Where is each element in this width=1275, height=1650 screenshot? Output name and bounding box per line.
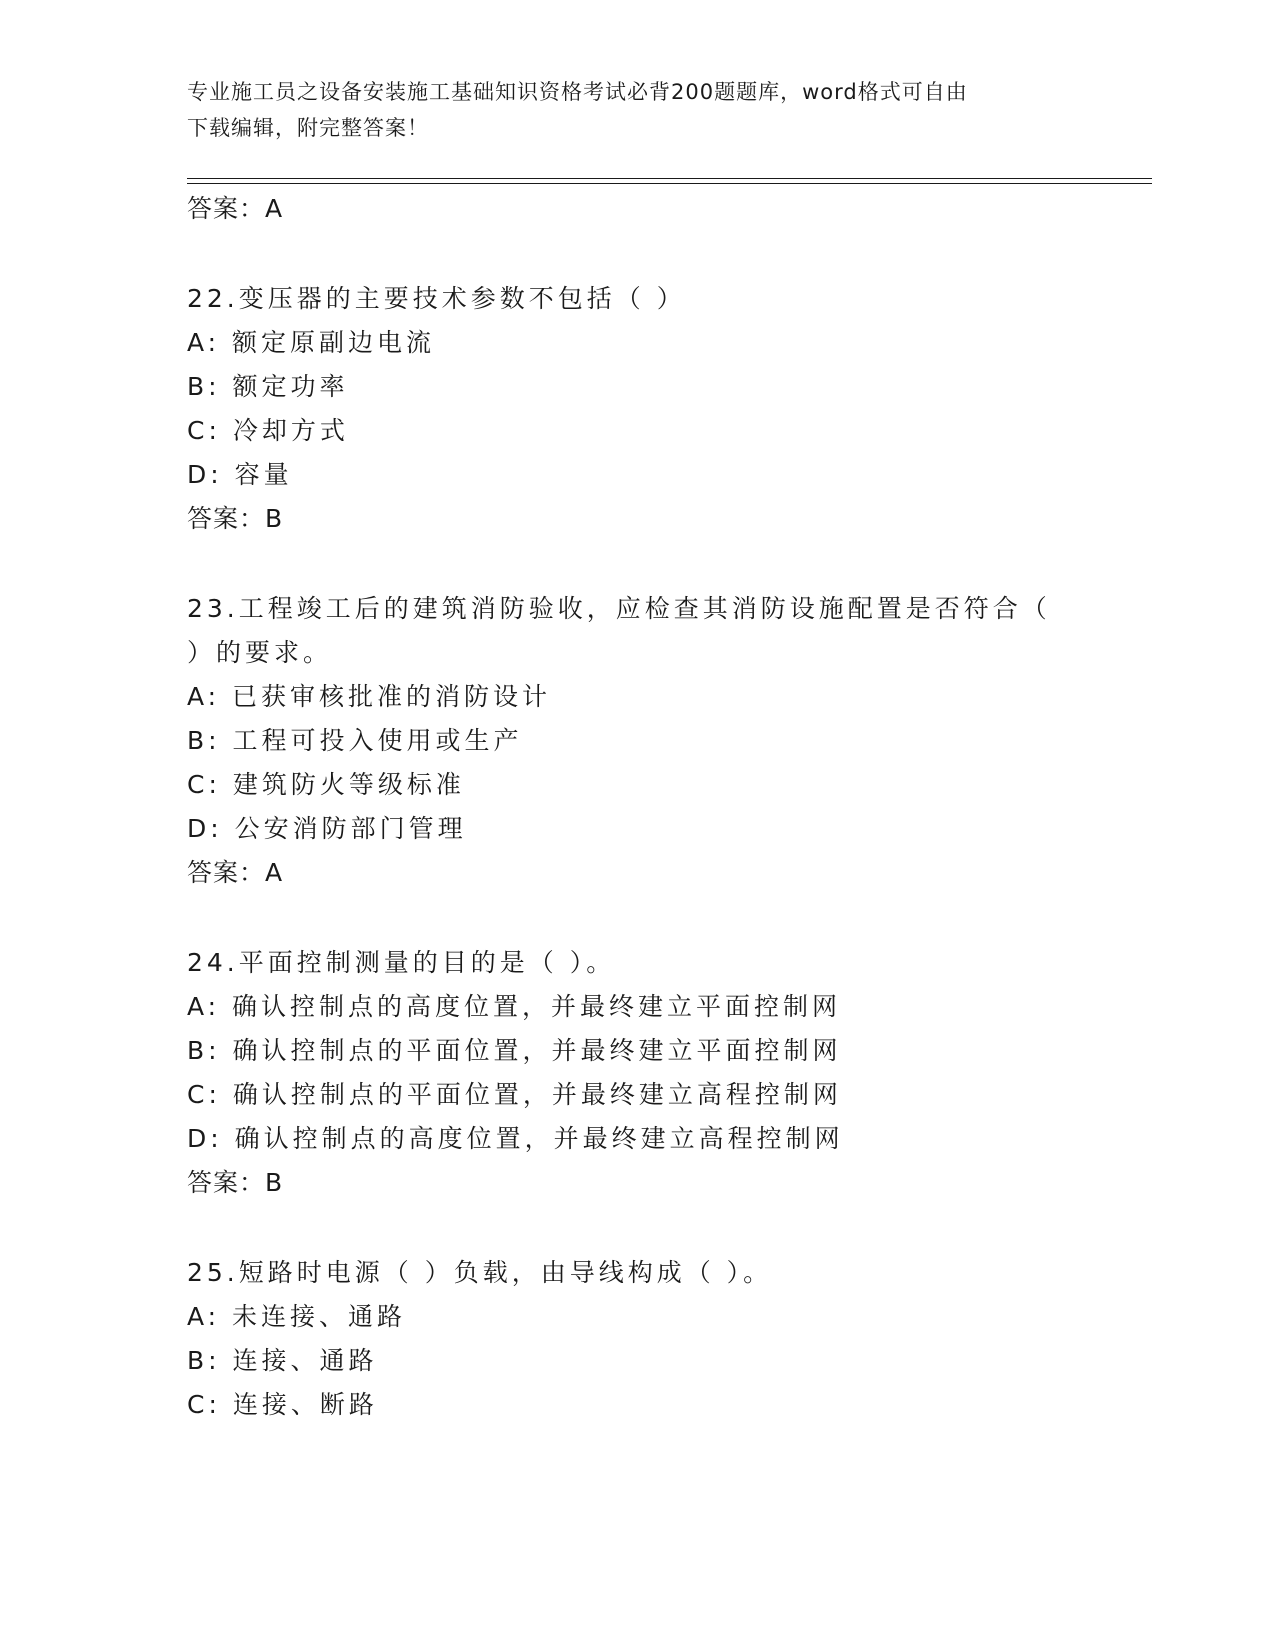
question-25-stem: 25.短路时电源（ ）负载，由导线构成（ ）。 [187,1258,773,1287]
page-header [187,74,1087,146]
question-24-option-d: D: 确认控制点的高度位置，并最终建立高程控制网 [187,1124,844,1153]
question-22-stem: 22.变压器的主要技术参数不包括（ ） [187,284,686,313]
question-23-stem-line-1: 23.工程竣工后的建筑消防验收，应检查其消防设施配置是否符合（ [187,594,1051,623]
question-25-option-a: A: 未连接、通路 [187,1302,407,1331]
previous-answer: 答案：A [187,194,284,223]
question-23-option-b: B: 工程可投入使用或生产 [187,726,523,755]
question-24-option-c: C: 确认控制点的平面位置，并最终建立高程控制网 [187,1080,842,1109]
question-22-option-c: C: 冷却方式 [187,416,349,445]
header-line-1: 专业施工员之设备安装施工基础知识资格考试必背200题题库，word格式可自由 [187,80,968,104]
question-23-option-c: C: 建筑防火等级标准 [187,770,465,799]
question-22-option-b: B: 额定功率 [187,372,349,401]
question-24-option-a: A: 确认控制点的高度位置，并最终建立平面控制网 [187,992,842,1021]
question-22-option-d: D: 容量 [187,460,293,489]
question-24-stem: 24.平面控制测量的目的是（ ）。 [187,948,616,977]
question-23-option-a: A: 已获审核批准的消防设计 [187,682,552,711]
question-23-option-d: D: 公安消防部门管理 [187,814,467,843]
question-23-stem-line-2: ）的要求。 [187,638,333,667]
question-25-option-b: B: 连接、通路 [187,1346,378,1375]
question-23-answer: 答案：A [187,858,284,887]
question-24-option-b: B: 确认控制点的平面位置，并最终建立平面控制网 [187,1036,842,1065]
header-line-2: 下载编辑，附完整答案！ [187,116,429,140]
header-double-rule [187,178,1152,184]
question-22-answer: 答案：B [187,504,284,533]
question-25-option-c: C: 连接、断路 [187,1390,378,1419]
question-24-answer: 答案：B [187,1168,284,1197]
question-22-option-a: A: 额定原副边电流 [187,328,436,357]
